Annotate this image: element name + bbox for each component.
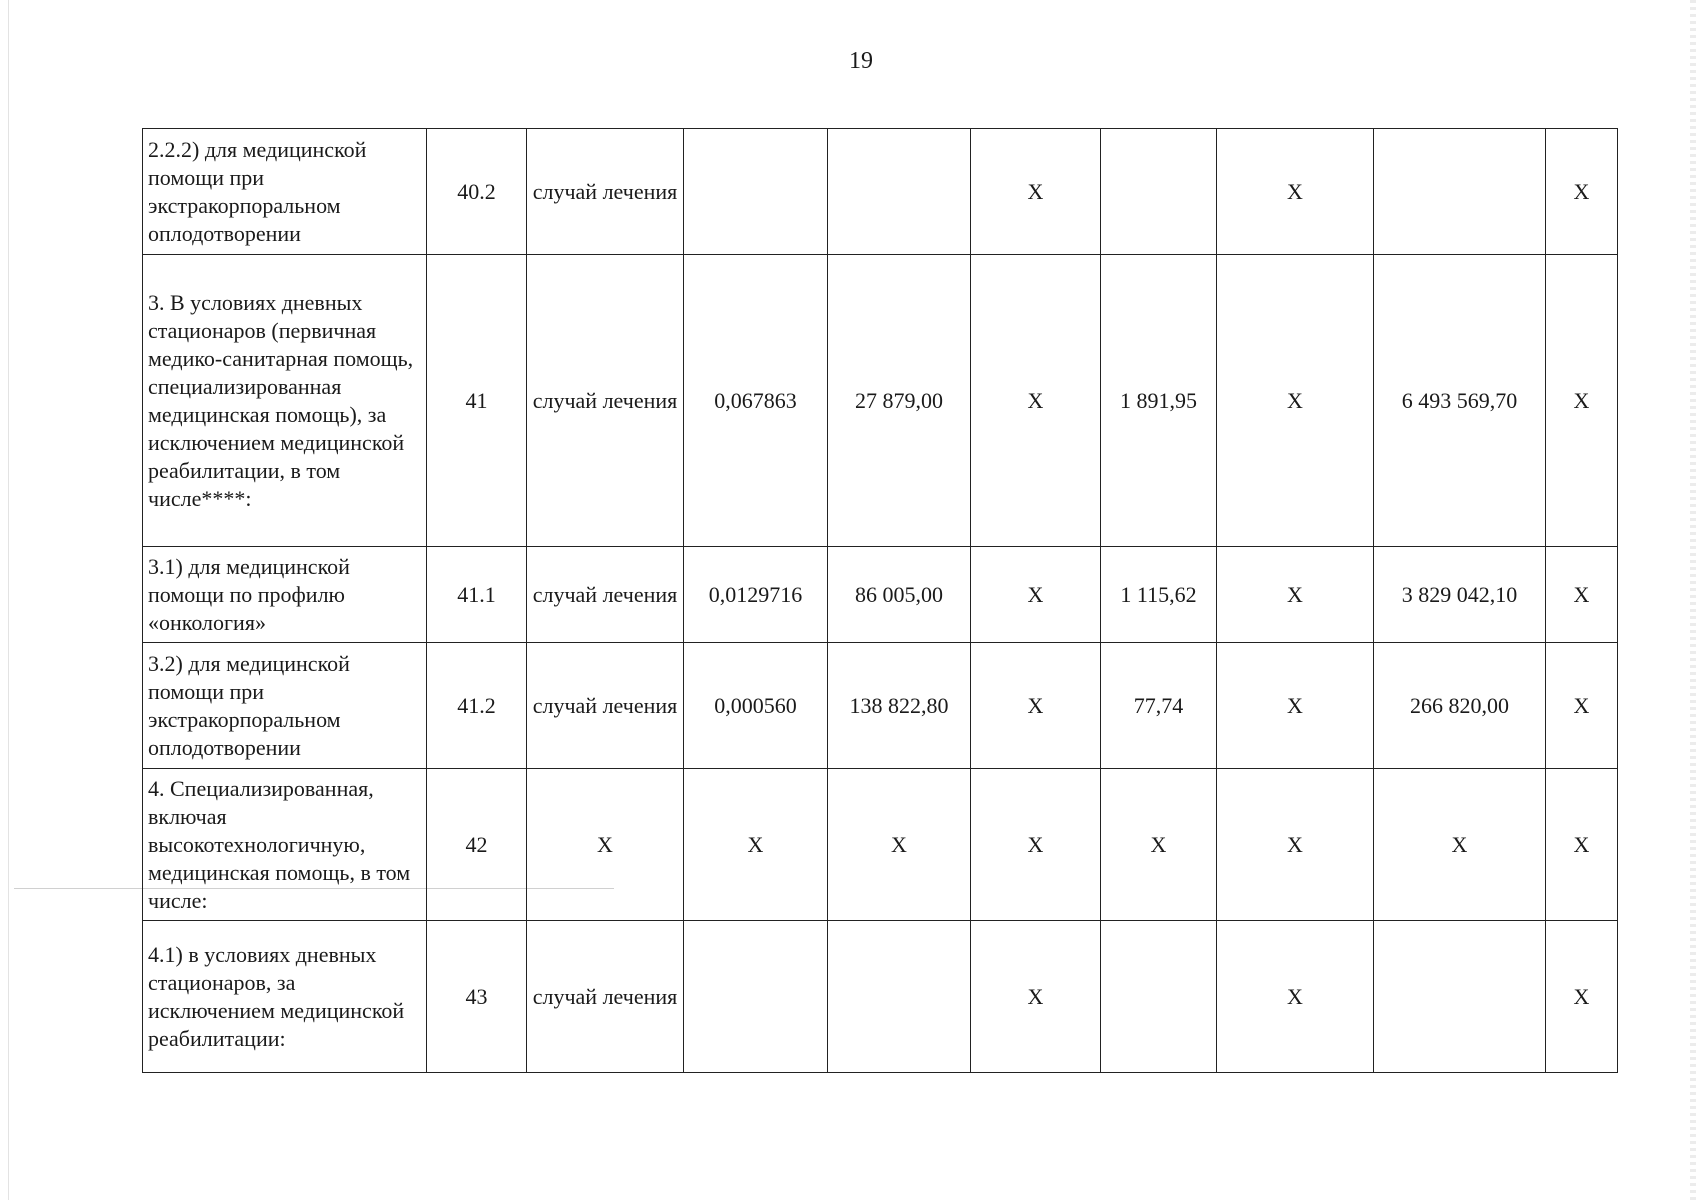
value-cell: X — [1546, 921, 1618, 1073]
value-cell: 3 829 042,10 — [1374, 547, 1546, 643]
value-cell — [1101, 921, 1217, 1073]
value-cell: X — [1546, 255, 1618, 547]
unit-cell: случай лечения — [527, 129, 684, 255]
row-name-cell: 3. В условиях дневных стационаров (первичная медико-санитарная помощь, специализированная медицинская помощь), за исключением медицинской реабилитации, в том числе****: — [143, 255, 427, 547]
value-cell: X — [1101, 769, 1217, 921]
line-number-cell: 41.2 — [427, 643, 527, 769]
value-cell — [1374, 129, 1546, 255]
value-cell: X — [971, 255, 1101, 547]
page-number: 19 — [849, 48, 873, 74]
value-cell: 0,000560 — [684, 643, 828, 769]
line-number-cell: 41.1 — [427, 547, 527, 643]
table-row — [143, 255, 1618, 547]
value-cell: X — [1374, 769, 1546, 921]
value-cell: 0,0129716 — [684, 547, 828, 643]
line-number-cell: 41 — [427, 255, 527, 547]
row-name-cell: 2.2.2) для медицинской помощи при экстракорпоральном оплодотворении — [143, 129, 427, 255]
value-cell: X — [1217, 921, 1374, 1073]
value-cell — [1374, 921, 1546, 1073]
unit-cell: случай лечения — [527, 921, 684, 1073]
value-cell: X — [828, 769, 971, 921]
line-number-cell: 40.2 — [427, 129, 527, 255]
value-cell: 86 005,00 — [828, 547, 971, 643]
table-row — [143, 769, 1618, 921]
scan-artifact-left — [8, 0, 9, 1200]
unit-cell: случай лечения — [527, 547, 684, 643]
value-cell: 6 493 569,70 — [1374, 255, 1546, 547]
value-cell — [684, 129, 828, 255]
value-cell: 77,74 — [1101, 643, 1217, 769]
value-cell — [828, 921, 971, 1073]
value-cell: 138 822,80 — [828, 643, 971, 769]
value-cell: X — [1217, 769, 1374, 921]
value-cell: X — [684, 769, 828, 921]
value-cell — [828, 129, 971, 255]
line-number-cell: 42 — [427, 769, 527, 921]
row-name-cell: 4.1) в условиях дневных стационаров, за исключением медицинской реабилитации: — [143, 921, 427, 1073]
value-cell: X — [1217, 547, 1374, 643]
row-name-cell: 4. Специализированная, включая высокотехнологичную, медицинская помощь, в том числе: — [143, 769, 427, 921]
unit-cell: X — [527, 769, 684, 921]
value-cell: X — [1546, 547, 1618, 643]
value-cell: X — [971, 921, 1101, 1073]
value-cell: X — [1217, 643, 1374, 769]
value-cell: X — [1217, 129, 1374, 255]
value-cell: X — [971, 769, 1101, 921]
value-cell: 1 115,62 — [1101, 547, 1217, 643]
table-row — [143, 643, 1618, 769]
scan-artifact-right — [1690, 0, 1696, 1200]
table-row — [143, 547, 1618, 643]
row-name-cell: 3.2) для медицинской помощи при экстракорпоральном оплодотворении — [143, 643, 427, 769]
table-row — [143, 129, 1618, 255]
value-cell: X — [1546, 769, 1618, 921]
value-cell: X — [971, 643, 1101, 769]
value-cell — [684, 921, 828, 1073]
line-number-cell: 43 — [427, 921, 527, 1073]
value-cell: X — [1217, 255, 1374, 547]
value-cell: X — [1546, 129, 1618, 255]
value-cell: 266 820,00 — [1374, 643, 1546, 769]
value-cell: X — [1546, 643, 1618, 769]
value-cell: 27 879,00 — [828, 255, 971, 547]
data-table — [142, 128, 1618, 1073]
value-cell: 1 891,95 — [1101, 255, 1217, 547]
value-cell: 0,067863 — [684, 255, 828, 547]
value-cell: X — [971, 547, 1101, 643]
unit-cell: случай лечения — [527, 255, 684, 547]
value-cell — [1101, 129, 1217, 255]
row-name-cell: 3.1) для медицинской помощи по профилю «онкология» — [143, 547, 427, 643]
table-row — [143, 921, 1618, 1073]
unit-cell: случай лечения — [527, 643, 684, 769]
value-cell: X — [971, 129, 1101, 255]
